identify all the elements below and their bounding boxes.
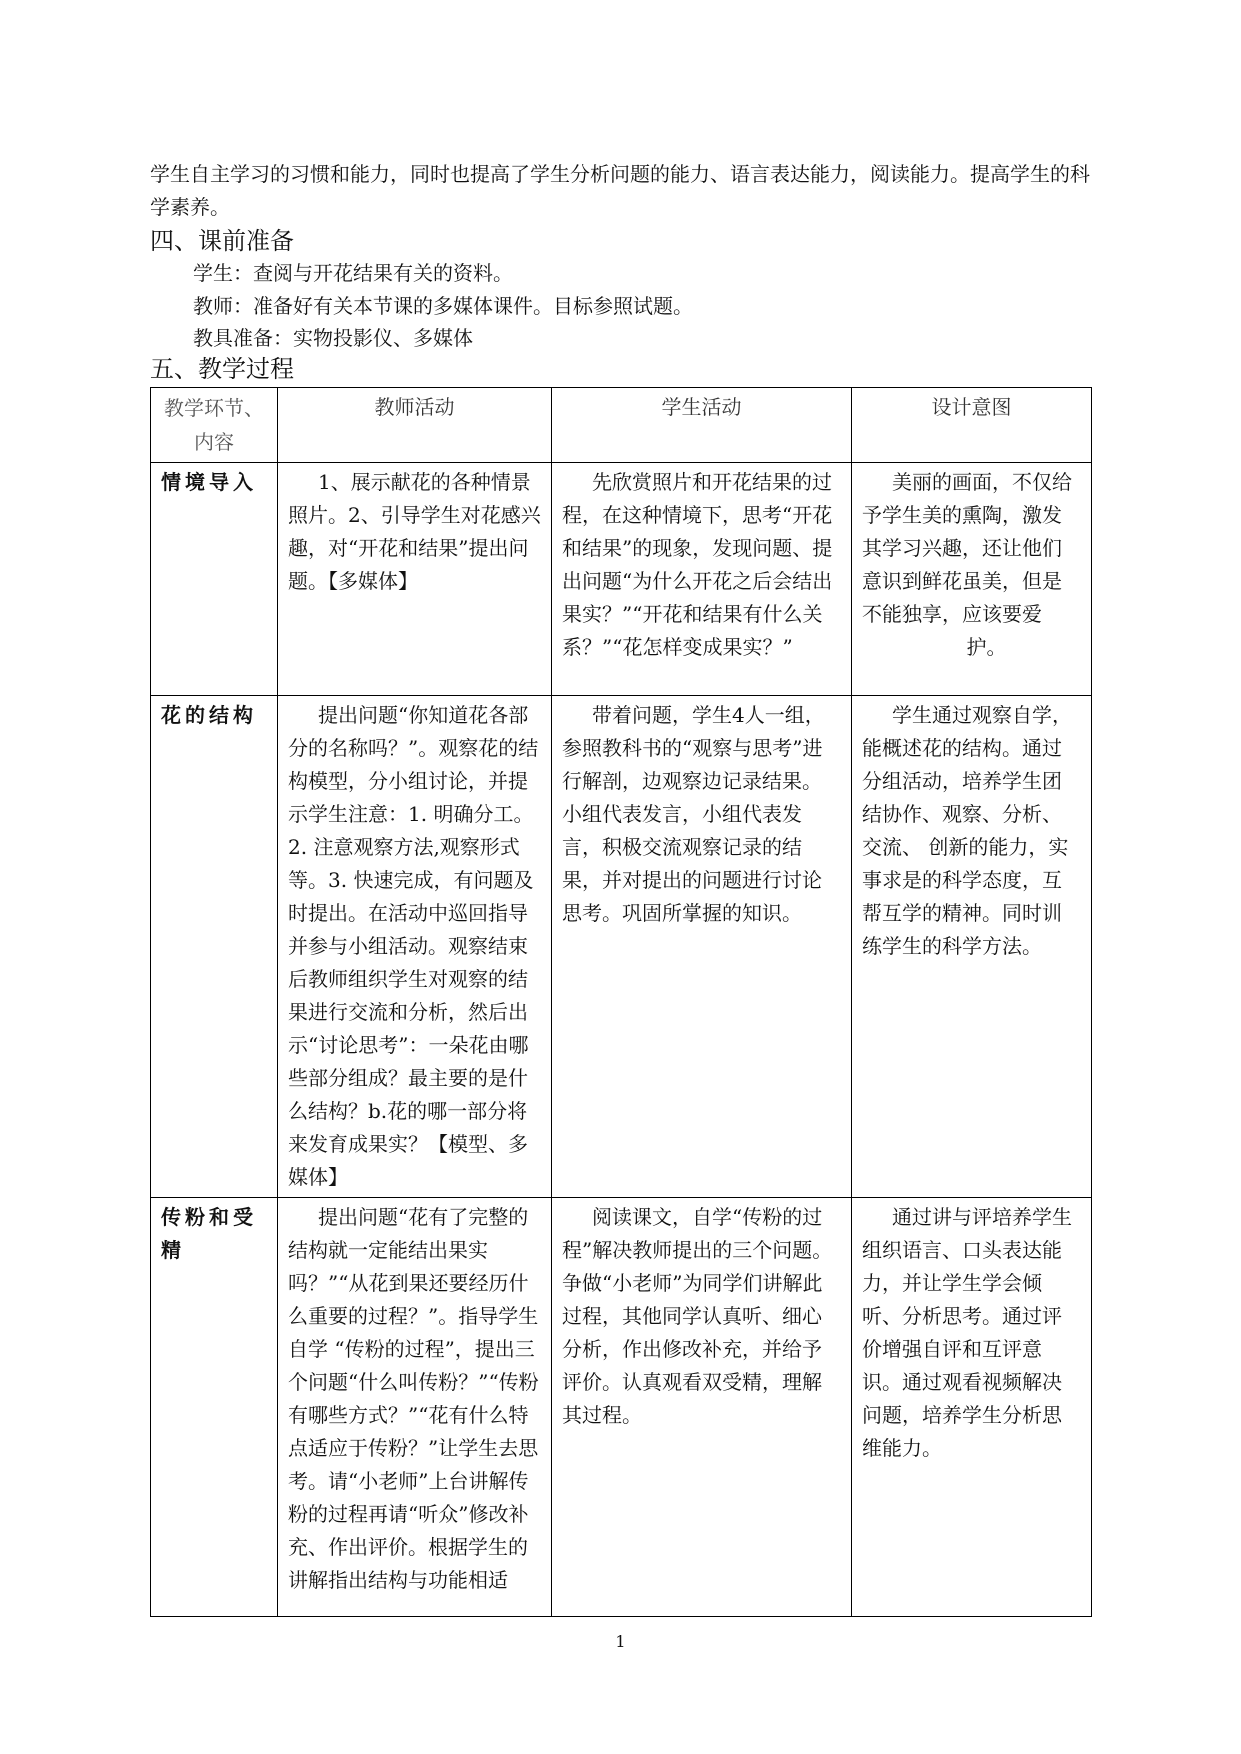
design-intent-text: 美丽的画面，不仅给予学生美的熏陶，激发其学习兴趣，还让他们意识到鲜花虽美，但是不能独享，应该要爱 [862, 470, 1072, 626]
design-intent-cell: 通过讲与评培养学生组织语言、口头表达能力，并让学生学会倾听、分析思考。通过评价增强自评和互评意识。通过观看视频解决问题，培养学生分析思维能力。 [852, 1198, 1092, 1617]
stage-cell: 情境导入 [151, 463, 278, 696]
teacher-activity-cell: 1、展示献花的各种情景照片。2、引导学生对花感兴趣，对“开花和结果”提出问题。【多媒体】 [278, 463, 552, 696]
prep-line-students: 学生：查阅与开花结果有关的资料。 [193, 261, 513, 285]
stage-cell: 花的结构 [151, 696, 278, 1198]
prep-line-teacher: 教师：准备好有关本节课的多媒体课件。目标参照试题。 [193, 294, 693, 318]
teacher-activity-cell: 提出问题“你知道花各部分的名称吗？”。观察花的结构模型，分小组讨论，并提示学生注意：1. 明确分工。2. 注意观察方法,观察形式等。3. 快速完成，有问题及时提出。在活动中巡回指导并参与小组活动。观察结束后教师组织学生对观察的结果进行交流和分析，然后出示“讨论思考”：一朵花由哪些部分组成？最主要的是什么结构？b.花的哪一部分将来发育成果实？【模型、多媒体】 [278, 696, 552, 1198]
table-row [151, 696, 1092, 1198]
design-intent-cell: 学生通过观察自学，能概述花的结构。通过分组活动，培养学生团结协作、观察、分析、交流、 创新的能力，实事求是的科学态度，互帮互学的精神。同时训练学生的科学方法。 [852, 696, 1092, 1198]
stage-cell: 传粉和受精 [151, 1198, 278, 1617]
section-heading-preparation: 四、课前准备 [150, 227, 294, 255]
page-number: 1 [615, 1632, 626, 1651]
table-header-row [151, 388, 1092, 463]
header-stage: 教学环节、内容 [151, 388, 278, 463]
header-student-activity: 学生活动 [552, 388, 852, 463]
intro-paragraph: 学生自主学习的习惯和能力，同时也提高了学生分析问题的能力、语言表达能力，阅读能力。提高学生的科学素养。 [150, 162, 1090, 219]
prep-line-equipment: 教具准备：实物投影仪、多媒体 [193, 326, 473, 350]
teacher-activity-cell: 提出问题“花有了完整的结构就一定能结出果实吗？”“从花到果还要经历什么重要的过程？”。指导学生自学 “传粉的过程”，提出三个问题“什么叫传粉？”“传粉有哪些方式？”“花有什么特点适应于传粉？”让学生去思考。请“小老师”上台讲解传粉的过程再请“听众”修改补充、作出评价。根据学生的讲解指出结构与功能相适 [278, 1198, 552, 1617]
table-row [151, 1198, 1092, 1617]
student-activity-cell: 先欣赏照片和开花结果的过程，在这种情境下，思考“开花和结果”的现象，发现问题、提出问题“为什么开花之后会结出果实？”“开花和结果有什么关系？”“花怎样变成果实？” [552, 463, 852, 696]
table-row [151, 463, 1092, 696]
header-design-intent: 设计意图 [852, 388, 1092, 463]
header-teacher-activity: 教师活动 [278, 388, 552, 463]
section-heading-process: 五、教学过程 [150, 355, 294, 383]
design-intent-cell [852, 463, 1092, 696]
student-activity-cell: 带着问题，学生4人一组，参照教科书的“观察与思考”进行解剖，边观察边记录结果。小组代表发言，小组代表发言，积极交流观察记录的结果，并对提出的问题进行讨论思考。巩固所掌握的知识。 [552, 696, 852, 1198]
student-activity-cell: 阅读课文，自学“传粉的过程”解决教师提出的三个问题。争做“小老师”为同学们讲解此过程，其他同学认真听、细心分析，作出修改补充，并给予评价。认真观看双受精，理解其过程。 [552, 1198, 852, 1617]
teaching-process-table [150, 387, 1092, 1617]
design-intent-tail: 护。 [966, 635, 1007, 659]
